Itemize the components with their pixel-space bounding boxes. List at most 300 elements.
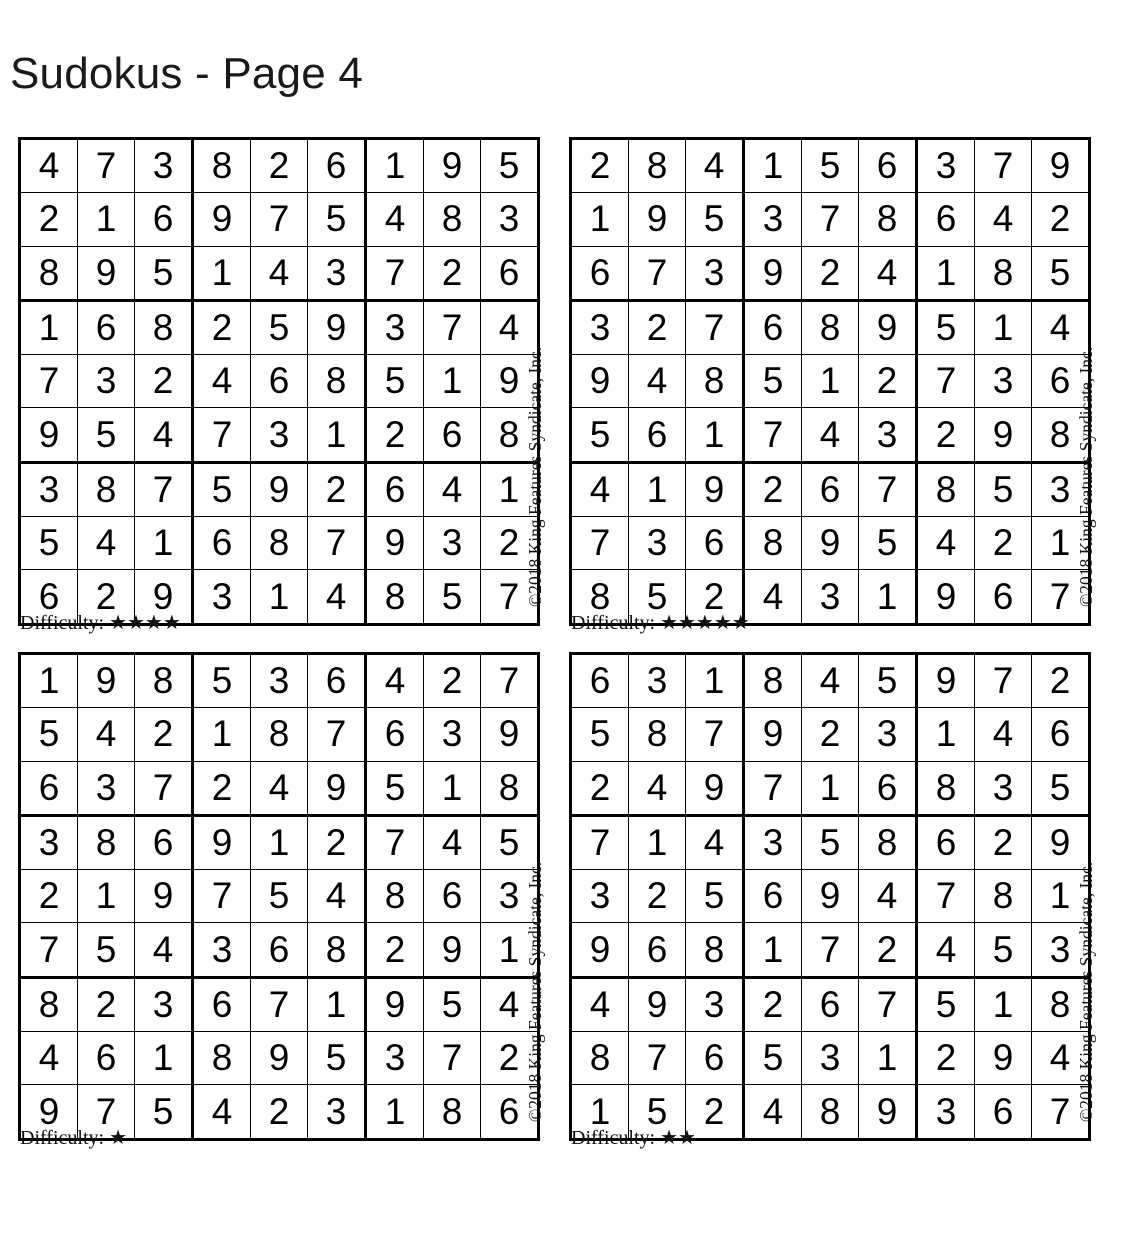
grid-cell: 2 <box>20 193 78 246</box>
grid-cell: 8 <box>481 408 539 462</box>
grid-cell: 1 <box>571 193 629 246</box>
grid-row <box>571 654 1090 708</box>
grid-cell: 6 <box>1032 355 1090 408</box>
grid-cell: 9 <box>571 355 629 408</box>
grid-cell: 8 <box>366 870 424 923</box>
grid-cell: 3 <box>1032 923 1090 977</box>
grid-cell: 2 <box>686 570 744 624</box>
grid-cell: 8 <box>308 355 366 408</box>
grid-cell: 7 <box>481 570 539 624</box>
grid-cell: 8 <box>1032 977 1090 1031</box>
grid-cell: 9 <box>135 870 193 923</box>
grid-cell: 1 <box>135 1032 193 1085</box>
grid-cell: 3 <box>20 462 78 516</box>
grid-cell: 1 <box>975 300 1032 354</box>
grid-cell: 1 <box>802 355 859 408</box>
grid-cell: 7 <box>424 1032 481 1085</box>
grid-row <box>571 923 1090 977</box>
grid-cell: 6 <box>859 761 917 815</box>
grid-cell: 3 <box>481 870 539 923</box>
grid-cell: 4 <box>308 570 366 624</box>
grid-cell: 7 <box>78 139 135 193</box>
grid-cell: 8 <box>629 139 686 193</box>
grid-cell: 6 <box>366 462 424 516</box>
grid-cell: 6 <box>308 139 366 193</box>
grid-cell: 3 <box>193 570 251 624</box>
grid-cell: 7 <box>366 815 424 869</box>
grid-cell: 2 <box>366 923 424 977</box>
grid-cell: 3 <box>629 517 686 570</box>
grid-cell: 2 <box>859 355 917 408</box>
grid-cell: 8 <box>571 1032 629 1085</box>
grid-cell: 9 <box>135 570 193 624</box>
grid-cell: 5 <box>744 1032 802 1085</box>
grid-cell: 3 <box>686 246 744 300</box>
grid-cell: 8 <box>78 815 135 869</box>
grid-cell: 6 <box>20 761 78 815</box>
grid-cell: 2 <box>193 300 251 354</box>
grid-row <box>571 761 1090 815</box>
grid-cell: 6 <box>135 193 193 246</box>
grid-cell: 1 <box>20 300 78 354</box>
grid-cell: 5 <box>1032 761 1090 815</box>
grid-cell: 1 <box>78 870 135 923</box>
grid-cell: 1 <box>859 570 917 624</box>
grid-cell: 5 <box>78 923 135 977</box>
grid-cell: 6 <box>629 923 686 977</box>
grid-cell: 8 <box>424 1085 481 1139</box>
grid-cell: 6 <box>744 870 802 923</box>
grid-cell: 3 <box>571 300 629 354</box>
grid-cell: 9 <box>78 246 135 300</box>
grid-cell: 9 <box>1032 815 1090 869</box>
grid-cell: 9 <box>686 462 744 516</box>
grid-cell: 7 <box>571 517 629 570</box>
grid-cell: 2 <box>20 870 78 923</box>
grid-cell: 4 <box>193 355 251 408</box>
grid-cell: 6 <box>366 708 424 761</box>
difficulty-label: Difficulty: ★★★★★ <box>571 612 750 634</box>
grid-cell: 9 <box>975 408 1032 462</box>
grid-cell: 5 <box>193 462 251 516</box>
grid-cell: 1 <box>859 1032 917 1085</box>
grid-cell: 4 <box>859 870 917 923</box>
grid-cell: 5 <box>424 570 481 624</box>
grid-row <box>20 355 539 408</box>
grid-cell: 3 <box>308 1085 366 1139</box>
grid-row <box>20 654 539 708</box>
grid-cell: 2 <box>859 923 917 977</box>
grid-cell: 6 <box>193 977 251 1031</box>
sudoku-puzzle-3 <box>18 652 558 1157</box>
grid-cell: 2 <box>251 1085 308 1139</box>
grid-cell: 6 <box>917 193 975 246</box>
copyright-notice: ©2018 King Features Syndicate, Inc. <box>525 346 545 607</box>
grid-cell: 7 <box>859 977 917 1031</box>
grid-row <box>571 408 1090 462</box>
grid-cell: 1 <box>481 923 539 977</box>
grid-cell: 4 <box>308 870 366 923</box>
grid-cell: 5 <box>686 870 744 923</box>
grid-cell: 2 <box>917 408 975 462</box>
grid-cell: 1 <box>1032 517 1090 570</box>
grid-cell: 8 <box>744 654 802 708</box>
grid-cell: 6 <box>251 923 308 977</box>
grid-cell: 3 <box>251 654 308 708</box>
grid-cell: 2 <box>744 462 802 516</box>
grid-cell: 4 <box>744 1085 802 1139</box>
grid-cell: 6 <box>802 977 859 1031</box>
grid-cell: 3 <box>135 139 193 193</box>
grid-cell: 6 <box>686 1032 744 1085</box>
sudoku-grid <box>18 137 540 626</box>
grid-cell: 5 <box>917 977 975 1031</box>
grid-cell: 3 <box>366 1032 424 1085</box>
grid-cell: 4 <box>686 815 744 869</box>
grid-cell: 1 <box>481 462 539 516</box>
grid-cell: 4 <box>481 977 539 1031</box>
grid-cell: 2 <box>481 1032 539 1085</box>
grid-cell: 5 <box>251 870 308 923</box>
grid-cell: 3 <box>917 1085 975 1139</box>
grid-cell: 5 <box>744 355 802 408</box>
grid-cell: 7 <box>424 300 481 354</box>
grid-cell: 1 <box>744 923 802 977</box>
grid-row <box>571 517 1090 570</box>
sudoku-grid <box>569 137 1091 626</box>
grid-cell: 8 <box>629 708 686 761</box>
grid-cell: 8 <box>859 815 917 869</box>
grid-cell: 6 <box>20 570 78 624</box>
grid-cell: 4 <box>1032 300 1090 354</box>
grid-row <box>571 815 1090 869</box>
grid-cell: 7 <box>744 761 802 815</box>
grid-cell: 7 <box>744 408 802 462</box>
grid-cell: 8 <box>20 246 78 300</box>
grid-cell: 1 <box>917 246 975 300</box>
grid-cell: 2 <box>744 977 802 1031</box>
grid-cell: 9 <box>481 355 539 408</box>
grid-cell: 4 <box>20 1032 78 1085</box>
grid-cell: 4 <box>193 1085 251 1139</box>
grid-cell: 6 <box>571 246 629 300</box>
grid-cell: 9 <box>193 815 251 869</box>
grid-cell: 2 <box>135 708 193 761</box>
grid-cell: 3 <box>366 300 424 354</box>
grid-cell: 4 <box>802 408 859 462</box>
grid-cell: 1 <box>686 408 744 462</box>
grid-cell: 3 <box>629 654 686 708</box>
grid-cell: 6 <box>308 654 366 708</box>
grid-cell: 6 <box>859 139 917 193</box>
grid-cell: 1 <box>366 1085 424 1139</box>
grid-cell: 7 <box>308 708 366 761</box>
grid-row <box>20 761 539 815</box>
grid-cell: 7 <box>1032 1085 1090 1139</box>
grid-cell: 8 <box>481 761 539 815</box>
grid-cell: 3 <box>802 570 859 624</box>
grid-cell: 9 <box>802 870 859 923</box>
grid-cell: 5 <box>20 708 78 761</box>
grid-row <box>20 977 539 1031</box>
grid-row <box>571 977 1090 1031</box>
grid-cell: 8 <box>917 462 975 516</box>
grid-cell: 1 <box>193 246 251 300</box>
grid-row <box>571 708 1090 761</box>
grid-cell: 3 <box>859 708 917 761</box>
grid-cell: 1 <box>975 977 1032 1031</box>
grid-cell: 6 <box>424 870 481 923</box>
grid-cell: 6 <box>802 462 859 516</box>
grid-cell: 1 <box>251 570 308 624</box>
grid-cell: 2 <box>481 517 539 570</box>
difficulty-label: Difficulty: ★★★★ <box>20 612 181 634</box>
grid-cell: 1 <box>193 708 251 761</box>
grid-cell: 4 <box>975 708 1032 761</box>
grid-cell: 9 <box>1032 139 1090 193</box>
grid-cell: 6 <box>1032 708 1090 761</box>
grid-row <box>20 462 539 516</box>
grid-row <box>20 1032 539 1085</box>
grid-cell: 7 <box>193 870 251 923</box>
grid-cell: 4 <box>366 654 424 708</box>
grid-cell: 4 <box>78 517 135 570</box>
grid-cell: 4 <box>424 815 481 869</box>
grid-cell: 5 <box>686 193 744 246</box>
grid-cell: 1 <box>20 654 78 708</box>
grid-cell: 1 <box>251 815 308 869</box>
grid-cell: 1 <box>629 815 686 869</box>
grid-cell: 1 <box>629 462 686 516</box>
grid-cell: 4 <box>135 923 193 977</box>
grid-cell: 2 <box>78 977 135 1031</box>
grid-row <box>571 355 1090 408</box>
grid-cell: 3 <box>78 761 135 815</box>
grid-cell: 3 <box>975 761 1032 815</box>
grid-cell: 5 <box>251 300 308 354</box>
grid-cell: 7 <box>629 246 686 300</box>
grid-cell: 7 <box>629 1032 686 1085</box>
grid-cell: 2 <box>917 1032 975 1085</box>
grid-cell: 2 <box>802 246 859 300</box>
grid-cell: 9 <box>859 300 917 354</box>
grid-cell: 2 <box>366 408 424 462</box>
grid-cell: 6 <box>78 1032 135 1085</box>
grid-cell: 2 <box>135 355 193 408</box>
grid-cell: 9 <box>629 977 686 1031</box>
grid-cell: 1 <box>308 408 366 462</box>
grid-cell: 7 <box>78 1085 135 1139</box>
grid-cell: 7 <box>366 246 424 300</box>
grid-cell: 9 <box>686 761 744 815</box>
grid-cell: 5 <box>629 570 686 624</box>
grid-cell: 2 <box>193 761 251 815</box>
grid-cell: 6 <box>571 654 629 708</box>
grid-cell: 8 <box>686 923 744 977</box>
grid-cell: 7 <box>20 923 78 977</box>
grid-row <box>20 815 539 869</box>
grid-cell: 9 <box>366 977 424 1031</box>
grid-row <box>20 139 539 193</box>
grid-cell: 8 <box>193 1032 251 1085</box>
grid-cell: 7 <box>308 517 366 570</box>
grid-cell: 1 <box>686 654 744 708</box>
grid-row <box>20 193 539 246</box>
grid-cell: 5 <box>975 462 1032 516</box>
grid-cell: 5 <box>802 139 859 193</box>
grid-cell: 7 <box>975 654 1032 708</box>
grid-cell: 4 <box>78 708 135 761</box>
grid-cell: 5 <box>366 355 424 408</box>
grid-cell: 9 <box>424 923 481 977</box>
grid-cell: 9 <box>366 517 424 570</box>
grid-cell: 2 <box>308 462 366 516</box>
grid-cell: 6 <box>78 300 135 354</box>
grid-cell: 3 <box>251 408 308 462</box>
grid-cell: 8 <box>744 517 802 570</box>
grid-cell: 8 <box>308 923 366 977</box>
grid-cell: 7 <box>917 355 975 408</box>
grid-cell: 8 <box>686 355 744 408</box>
grid-cell: 8 <box>78 462 135 516</box>
difficulty-label: Difficulty: ★ <box>20 1127 127 1149</box>
grid-cell: 1 <box>802 761 859 815</box>
grid-cell: 9 <box>251 1032 308 1085</box>
grid-cell: 7 <box>20 355 78 408</box>
grid-cell: 2 <box>629 300 686 354</box>
grid-cell: 7 <box>251 193 308 246</box>
grid-cell: 1 <box>571 1085 629 1139</box>
grid-row <box>571 462 1090 516</box>
grid-cell: 4 <box>859 246 917 300</box>
page-title: Sudokus - Page 4 <box>10 49 363 98</box>
grid-cell: 4 <box>366 193 424 246</box>
grid-cell: 5 <box>20 517 78 570</box>
grid-row <box>20 517 539 570</box>
grid-cell: 8 <box>917 761 975 815</box>
grid-cell: 7 <box>802 193 859 246</box>
grid-cell: 3 <box>481 193 539 246</box>
grid-cell: 4 <box>917 923 975 977</box>
grid-cell: 9 <box>20 408 78 462</box>
grid-cell: 8 <box>975 870 1032 923</box>
grid-cell: 5 <box>859 517 917 570</box>
grid-cell: 4 <box>251 761 308 815</box>
grid-cell: 3 <box>424 517 481 570</box>
grid-cell: 7 <box>135 761 193 815</box>
sudoku-puzzle-4 <box>569 652 1109 1157</box>
grid-cell: 4 <box>571 462 629 516</box>
grid-row <box>571 300 1090 354</box>
grid-cell: 4 <box>802 654 859 708</box>
grid-cell: 6 <box>481 246 539 300</box>
grid-cell: 5 <box>571 408 629 462</box>
grid-cell: 9 <box>20 1085 78 1139</box>
grid-cell: 4 <box>975 193 1032 246</box>
grid-cell: 8 <box>859 193 917 246</box>
grid-cell: 8 <box>802 300 859 354</box>
grid-cell: 3 <box>744 815 802 869</box>
grid-cell: 9 <box>251 462 308 516</box>
grid-cell: 3 <box>686 977 744 1031</box>
grid-cell: 9 <box>424 139 481 193</box>
grid-cell: 7 <box>135 462 193 516</box>
grid-cell: 7 <box>686 708 744 761</box>
grid-cell: 7 <box>193 408 251 462</box>
grid-cell: 6 <box>686 517 744 570</box>
difficulty-label: Difficulty: ★★ <box>571 1127 696 1149</box>
grid-cell: 3 <box>308 246 366 300</box>
grid-cell: 5 <box>308 1032 366 1085</box>
grid-cell: 9 <box>917 654 975 708</box>
grid-row <box>20 708 539 761</box>
grid-cell: 8 <box>193 139 251 193</box>
grid-cell: 6 <box>975 1085 1032 1139</box>
grid-cell: 8 <box>135 300 193 354</box>
grid-cell: 4 <box>424 462 481 516</box>
grid-cell: 2 <box>975 517 1032 570</box>
grid-cell: 2 <box>1032 193 1090 246</box>
copyright-notice: ©2018 King Features Syndicate, Inc. <box>1076 861 1096 1122</box>
grid-row <box>20 408 539 462</box>
grid-cell: 7 <box>1032 570 1090 624</box>
grid-cell: 9 <box>308 300 366 354</box>
grid-cell: 4 <box>629 355 686 408</box>
grid-cell: 7 <box>917 870 975 923</box>
grid-cell: 2 <box>686 1085 744 1139</box>
grid-cell: 9 <box>629 193 686 246</box>
grid-cell: 3 <box>975 355 1032 408</box>
grid-cell: 5 <box>424 977 481 1031</box>
grid-cell: 5 <box>78 408 135 462</box>
grid-cell: 5 <box>135 246 193 300</box>
grid-cell: 4 <box>686 139 744 193</box>
grid-cell: 9 <box>481 708 539 761</box>
sudoku-grid <box>569 652 1091 1141</box>
grid-cell: 8 <box>1032 408 1090 462</box>
grid-cell: 5 <box>629 1085 686 1139</box>
grid-cell: 6 <box>629 408 686 462</box>
grid-cell: 2 <box>1032 654 1090 708</box>
grid-cell: 1 <box>135 517 193 570</box>
sudoku-grid <box>18 652 540 1141</box>
grid-cell: 6 <box>481 1085 539 1139</box>
grid-cell: 3 <box>78 355 135 408</box>
grid-cell: 9 <box>744 708 802 761</box>
grid-row <box>20 246 539 300</box>
grid-cell: 1 <box>1032 870 1090 923</box>
grid-cell: 3 <box>744 193 802 246</box>
grid-row <box>571 246 1090 300</box>
grid-cell: 4 <box>251 246 308 300</box>
grid-cell: 5 <box>859 654 917 708</box>
grid-cell: 4 <box>20 139 78 193</box>
grid-cell: 9 <box>78 654 135 708</box>
grid-cell: 2 <box>571 761 629 815</box>
grid-cell: 5 <box>193 654 251 708</box>
grid-cell: 5 <box>802 815 859 869</box>
grid-cell: 8 <box>424 193 481 246</box>
grid-cell: 3 <box>135 977 193 1031</box>
grid-cell: 1 <box>917 708 975 761</box>
grid-cell: 5 <box>481 815 539 869</box>
grid-cell: 9 <box>571 923 629 977</box>
grid-cell: 6 <box>135 815 193 869</box>
grid-cell: 4 <box>744 570 802 624</box>
grid-cell: 8 <box>571 570 629 624</box>
grid-cell: 3 <box>571 870 629 923</box>
grid-cell: 5 <box>366 761 424 815</box>
